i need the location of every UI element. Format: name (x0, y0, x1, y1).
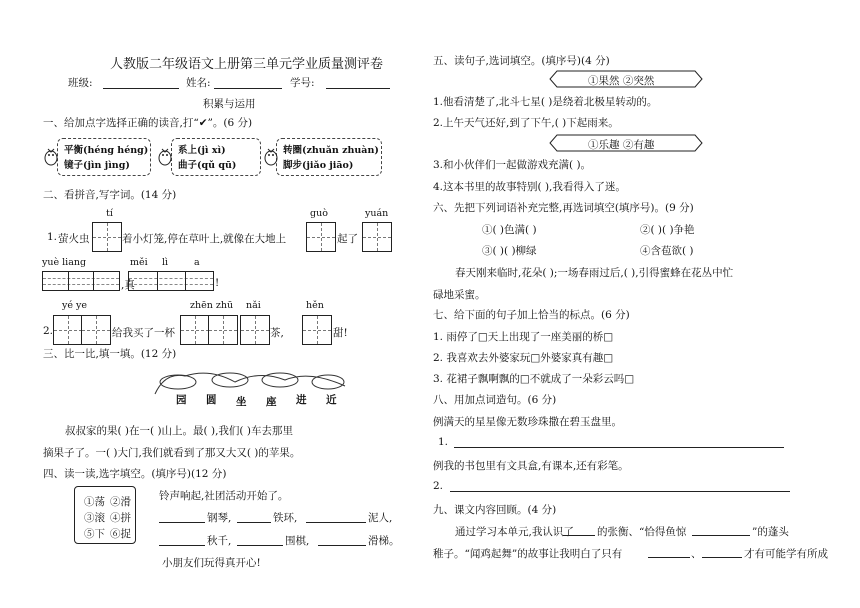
bird-icon (44, 146, 58, 166)
char-tag: 座 (266, 396, 277, 408)
char-grid-box[interactable] (81, 315, 111, 345)
q7-sentence-1: 1. 雨停了□天上出现了一座美丽的桥□ (433, 331, 614, 343)
char-grid-box[interactable] (53, 315, 83, 345)
class-field[interactable] (103, 88, 179, 89)
q4-text: 钢琴, (207, 512, 232, 524)
q4-heading: 四、读一读,选字填空。(填序号)(12 分) (43, 468, 227, 480)
q1-item-3a[interactable]: 转圈(zhuǎn zhuàn) (283, 145, 379, 156)
q9-blank[interactable] (692, 535, 750, 536)
char-tag: 近 (326, 394, 337, 406)
q9-blank[interactable] (702, 557, 742, 558)
q8-answer-line-1[interactable] (454, 447, 784, 448)
q4-blank[interactable] (237, 522, 271, 523)
q9-heading: 九、课文内容回顾。(4 分) (433, 504, 557, 516)
q5-heading: 五、读句子,选词填空。(填序号)(4 分) (433, 55, 610, 67)
q7-heading: 七、给下面的句子加上恰当的标点。(6 分) (433, 309, 630, 321)
pinyin: nǎi (246, 300, 261, 311)
q8-heading: 八、用加点词造句。(6 分) (433, 394, 557, 406)
q7-sentence-3: 3. 花裙子飘啊飘的□不就成了一朵彩云吗□ (433, 373, 635, 385)
pinyin: tí (106, 208, 113, 219)
q6-paragraph-2: 碌地采蜜。 (433, 289, 486, 301)
q4-text: 铁环, (273, 512, 298, 524)
q6-word-2: ②( )( )争艳 (640, 224, 695, 236)
q6-word-1: ①( )色满( ) (482, 224, 537, 236)
pinyin-writing-row[interactable] (128, 271, 214, 291)
q8-answer-line-2[interactable] (450, 491, 790, 492)
pinyin: a (194, 257, 200, 268)
char-tag: 坐 (236, 396, 247, 408)
q9-text: ”的蓬头 (752, 526, 789, 538)
bird-icon (158, 146, 172, 166)
q2-text: ! (215, 277, 220, 289)
pinyin: yuè liang (42, 257, 87, 268)
q2-heading: 二、看拼音,写字词。(14 分) (43, 189, 177, 201)
q5-options-1: ①果然 ②突然 (588, 75, 655, 87)
number-field[interactable] (326, 88, 390, 89)
q9-text: 才有可能学有所成 (744, 548, 828, 560)
q4-text: 围棋, (285, 535, 310, 547)
q2-num-2: 2. (43, 325, 54, 337)
q4-blank[interactable] (159, 522, 205, 523)
q5-sentence-3: 3.和小伙伴们一起做游戏充满( )。 (433, 159, 592, 171)
q1-item-1a[interactable]: 平衡(héng héng) (64, 145, 149, 156)
q4-end: 小朋友们玩得真开心! (162, 557, 261, 569)
char-grid-box[interactable] (306, 222, 336, 252)
q2-num-1: 1. (47, 231, 58, 243)
q4-option: ②滑 (110, 496, 131, 508)
char-grid-box[interactable] (180, 315, 210, 345)
q3-line-1: 叔叔家的果( )在一( )山上。最( ),我们( )车去那里 (65, 425, 293, 437)
q9-text: 稚子。“闻鸡起舞”的故事让我明白了只有 (433, 548, 623, 560)
q6-word-4: ④含苞欲( ) (640, 245, 694, 257)
q2-text: 萤火虫 (58, 233, 90, 245)
class-label: 班级: (68, 77, 93, 89)
q4-option: ⑤下 (84, 528, 105, 540)
q8-example-1: 例满天的星星像无数珍珠撒在碧玉盘里。 (433, 416, 622, 428)
char-tag: 圆 (206, 394, 217, 406)
pinyin-writing-row[interactable] (42, 271, 120, 291)
q9-text: 通过学习本单元,我认识了 (455, 526, 574, 538)
q4-blank[interactable] (306, 522, 366, 523)
q4-option: ③滚 (84, 512, 105, 524)
q8-num-2: 2. (433, 480, 444, 492)
q8-num-1: 1. (438, 436, 449, 448)
q5-options-2: ①乐趣 ②有趣 (588, 139, 655, 151)
q3-heading: 三、比一比,填一填。(12 分) (43, 348, 177, 360)
pinyin: měi (130, 257, 148, 268)
q4-option: ④拼 (110, 512, 131, 524)
q2-text: 着小灯笼,停在草叶上,就像在大地上 (122, 233, 287, 245)
name-field[interactable] (214, 88, 282, 89)
q1-heading: 一、给加点字选择正确的读音,打“✔”。(6 分) (43, 117, 253, 129)
q4-option: ①荡 (84, 496, 105, 508)
q7-sentence-2: 2. 我喜欢去外婆家玩□外婆家真有趣□ (433, 352, 614, 364)
name-label: 姓名: (186, 77, 211, 89)
q4-text: 泥人, (368, 512, 393, 524)
q9-text: 、 (691, 548, 702, 560)
section-heading: 积累与运用 (203, 98, 256, 110)
char-grid-box[interactable] (302, 315, 332, 345)
q5-sentence-2: 2.上午天气还好,到了下午,( )下起雨来。 (433, 117, 619, 129)
number-label: 学号: (290, 77, 315, 89)
q2-text: 甜! (333, 327, 348, 339)
q4-blank[interactable] (318, 545, 366, 546)
q1-item-3b[interactable]: 脚步(jiǎo jiāo) (283, 160, 354, 171)
q1-item-1b[interactable]: 镜子(jìn jìng) (64, 160, 130, 171)
char-grid-box[interactable] (240, 315, 270, 345)
q9-blank[interactable] (648, 557, 690, 558)
q4-option: ⑥捉 (110, 528, 131, 540)
page-title: 人教版二年级语文上册第三单元学业质量测评卷 (110, 57, 384, 72)
q5-sentence-1: 1.他看清楚了,北斗七星( )是绕着北极星转动的。 (433, 96, 658, 108)
pinyin: zhēn zhū (190, 300, 234, 311)
q1-item-2b[interactable]: 曲子(qǔ qū) (178, 160, 237, 171)
q4-text: 秋千, (207, 535, 232, 547)
char-grid-box[interactable] (92, 222, 122, 252)
q2-text: 给我买了一杯 (112, 327, 175, 339)
pinyin: lì (162, 257, 169, 268)
q4-blank[interactable] (159, 545, 205, 546)
q8-example-2: 例我的书包里有文具盒,有课本,还有彩笔。 (433, 460, 629, 472)
pinyin: yé ye (62, 300, 87, 311)
q9-text: 的张衡、“恰得鱼惊 (597, 526, 687, 538)
bird-icon (264, 146, 278, 166)
q9-blank[interactable] (563, 535, 595, 536)
q2-text: ,真 (121, 279, 135, 291)
pinyin: yuán (365, 208, 389, 219)
q1-item-2a[interactable]: 系上(jì xì) (178, 145, 226, 156)
char-tag: 园 (176, 394, 187, 406)
char-tag: 进 (296, 394, 307, 406)
q3-line-2: 摘果子了。一( )大门,我们就看到了那又大又( )的苹果。 (43, 447, 301, 459)
char-grid-box[interactable] (208, 315, 238, 345)
pinyin: guò (310, 208, 328, 219)
q4-text: 滑梯。 (368, 535, 400, 547)
q2-text: 茶, (270, 327, 284, 339)
q5-sentence-4: 4.这本书里的故事特别( ),我看得入了迷。 (433, 181, 626, 193)
char-grid-box[interactable] (362, 222, 392, 252)
q6-heading: 六、先把下列词语补充完整,再选词填空(填序号)。(9 分) (433, 202, 694, 214)
q4-intro: 铃声响起,社团活动开始了。 (159, 490, 289, 502)
q4-blank[interactable] (237, 545, 283, 546)
pinyin: hěn (306, 300, 324, 311)
q6-word-3: ③( )( )柳绿 (482, 245, 537, 257)
q6-paragraph-1: 春天刚来临时,花朵( );一场春雨过后,( ),引得蜜蜂在花丛中忙 (455, 267, 734, 279)
q2-text: 起了 (337, 233, 358, 245)
